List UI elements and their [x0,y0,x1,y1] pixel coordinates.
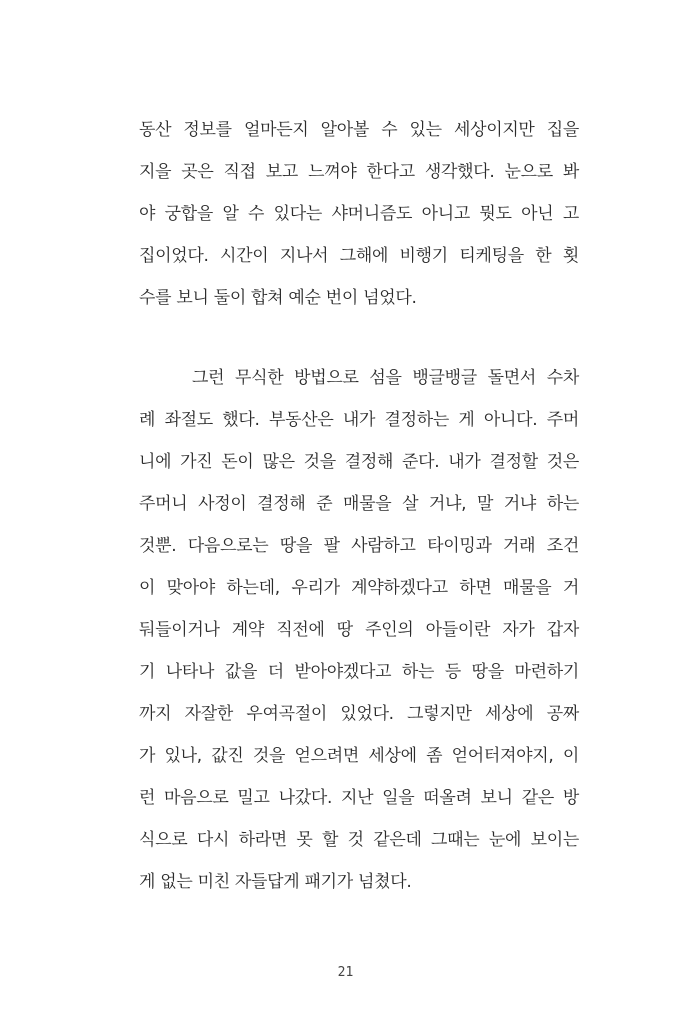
text-line: 동산 정보를 얼마든지 알아볼 수 있는 세상이지만 집을 [139,120,579,140]
text-line: 둬들이거나 계약 직전에 땅 주인의 아들이란 자가 갑자 [139,620,579,640]
paragraph-1 [139,109,579,319]
text-line: 것뿐. 다음으로는 땅을 팔 사람하고 타이밍과 거래 조건 [139,536,579,556]
text-line: 런 마음으로 밀고 나갔다. 지난 일을 떠올려 보니 같은 방 [139,788,579,808]
text-line: 가 있나, 값진 것을 얻으려면 세상에 좀 얻어터져야지, 이 [139,746,579,766]
text-line: 야 궁합을 알 수 있다는 샤머니즘도 아니고 뭣도 아닌 고 [139,204,579,224]
paragraph-2 [139,357,579,903]
text-line: 게 없는 미친 자들답게 패기가 넘쳤다. [139,872,412,892]
text-line: 까지 자잘한 우여곡절이 있었다. 그렇지만 세상에 공짜 [139,704,579,724]
text-line: 례 좌절도 했다. 부동산은 내가 결정하는 게 아니다. 주머 [139,410,579,430]
text-line: 집이었다. 시간이 지나서 그해에 비행기 티케팅을 한 횟 [139,246,579,266]
text-line: 식으로 다시 하라면 못 할 것 같은데 그때는 눈에 보이는 [139,830,579,850]
text-line: 기 나타나 값을 더 받아야겠다고 하는 등 땅을 마련하기 [139,662,579,682]
page-number: 21 [337,965,354,980]
text-line: 니에 가진 돈이 많은 것을 결정해 준다. 내가 결정할 것은 [139,452,579,472]
text-line: 지을 곳은 직접 보고 느껴야 한다고 생각했다. 눈으로 봐 [139,162,579,182]
text-line: 수를 보니 둘이 합쳐 예순 번이 넘었다. [139,288,417,308]
text-line: 이 맞아야 하는데, 우리가 계약하겠다고 하면 매물을 거 [139,578,579,598]
text-line: 그런 무식한 방법으로 섬을 뱅글뱅글 돌면서 수차 [192,368,579,388]
text-line: 주머니 사정이 결정해 준 매물을 살 거냐, 말 거냐 하는 [139,494,579,514]
